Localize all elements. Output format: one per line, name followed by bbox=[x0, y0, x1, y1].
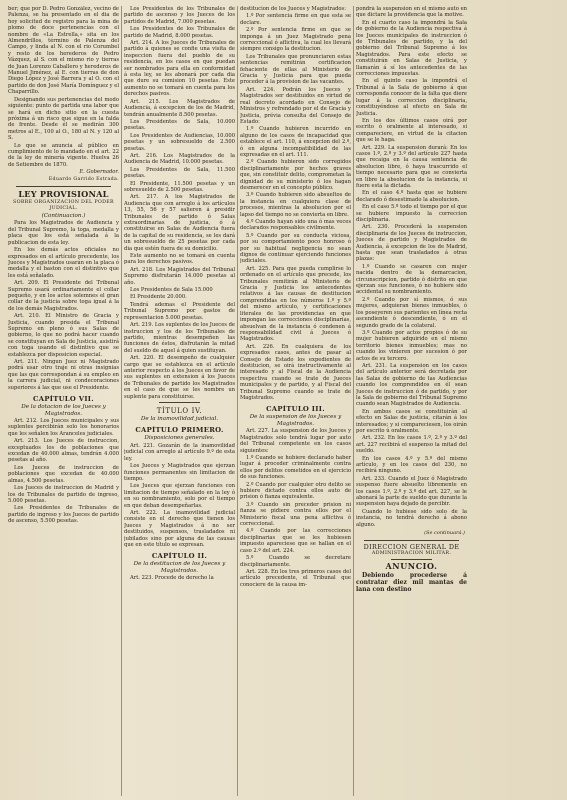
signature-name: Eduardo Garrido Estrada. bbox=[48, 176, 119, 182]
article-209: Art. 209. El Presidente del Tribunal Supremo usará ordinariamente el collar pequeño, y en los actos solemnes el gran collar de la justicia sobre toga igual á la de los demás Magistrados. bbox=[8, 280, 119, 312]
paragraph: En el caso 5.º todo el tiempo por el que se hubiere impuesto la correccion disciplinaria. bbox=[356, 204, 467, 223]
paragraph: 5.º Cuando por su conducta viciosa, por su comportamiento poco honroso ó por su habitual negligencia no sean dignos de continuar ejerciendo funciones judiciales. bbox=[240, 232, 351, 265]
paragraph: En ambos casos se constituirán al efecto en Salas de justicia, citarán á los interesados; y si compareciesen, los oirán por escrito ú oralmente. bbox=[356, 408, 467, 434]
paragraph: En el quinto caso la impondrá el Tribunal á la Sala de gobierno á que corresponda conocer de la falta que diere lugar á la correccion disciplinaria, constituyéndose al efecto en Sala de Justicia. bbox=[356, 78, 467, 117]
column-3 bbox=[240, 6, 354, 796]
paragraph: destitucion de los Jueces y Magistrados: bbox=[240, 6, 346, 12]
paragraph: En el cuarto caso la impondrá la Sala de gobierno de la Audiencia respectiva á los Jueces municipales de instruccion ó de Tribunales de partido, y la del gobierno del Tribunal Supremo á los Magistrados. Para este efecto se constituirán en Salas de Justicia, y llamarán á sí los antecedentes de las correcciones impuestas. bbox=[356, 19, 467, 78]
article-220: Art. 220. El desempeño de cualquier cargo que se establezca en el artículo anterior respecto á los Jueces en favor de sus suplentes en extension á los Jueces de Tribunales de partido los Magistrados en el caso de que se les nombre un suplente para constituirse. bbox=[124, 355, 235, 400]
article-215: Art. 215. Los Magistrados de Audiencia, á excepcion de los de Madrid, tendrán anualmente 8.500 pesetas. bbox=[124, 98, 235, 118]
directorate-subtitle: ADMINISTRACION MILITAR. bbox=[371, 551, 452, 557]
signature-title: E. Gobernador. bbox=[79, 169, 119, 176]
paragraph: Los Jueces de instruccion de Madrid y los de Tribunales de partido de ingreso, 5.000 pesetas. bbox=[8, 485, 119, 504]
column-4 bbox=[356, 6, 469, 796]
announcement-paragraph: Debiendo procederse á contratar diez mil mantas de lana con destino bbox=[356, 572, 467, 594]
paragraph: Los Presidentes de Sala 15.000 bbox=[130, 287, 213, 294]
paragraph: 2.º Cuando por cualquier otro delito se hubiere dictado contra ellos auto de prision ó fianza equivalente. bbox=[240, 481, 351, 501]
directorate-title: DIRECCION GENERAL DE bbox=[363, 542, 460, 551]
paragraph: 2.º Cuando por sí mismos, ó sus mujeres, adquieran bienes inmuebles, ó los poseyeren sus parientes en línea recta ascendiente ó descendiente, ó en el segundo grado de la colateral. bbox=[356, 296, 467, 329]
paragraph: 1.º Cuando hubieren incurrido en alguno de los casos de incapacidad que establece el art. 110, á excepcion del 2.º, ó en alguna incompatibilidad de las expresadas en el art. 111. bbox=[240, 126, 351, 158]
article-228: Art. 228. En los tres primeros casos del artículo precedente, el Tribunal que conociere de la causa im- bbox=[240, 568, 351, 588]
law-subtitle: SOBRE ORGANIZACION DEL PODER JUDICIAL. bbox=[13, 199, 114, 211]
paragraph: 3.º Cuando por actos propios ó de su mujer hubieren adquirido en el mismo territorio bienes inmuebles; mas no cuando los vinieren por sucesion ó por actos de su tercero. bbox=[356, 329, 467, 362]
article-221: Art. 221. Gozarán de la inamovilidad judicial con arreglo al artículo 9.º de esta ley. bbox=[124, 442, 235, 462]
mine-registration-paragraph: ber; que por D. Pedro González, vecino de Palenza, se ha presentado en el dia de hoy solicitud de registro para la mina de plomo de doce pertenencias con el nombre de «La Estrella,» sita en los Almendrillos, término de Palenza del Campo, y linda al N. con el rio Corumbel y resto de los herederos de Pedro Vázquez, al S. con el mismo rio y tierras de Juan Lorenzo Caballero y herederos de Manuel Jiménez, al E. con tierras de don Diego López y José Barrera y al O. con el partido de don José María Domínguez y el Chaparrillo. bbox=[8, 6, 119, 96]
paragraph: Los Jueces y Magistrados que ejerzan funciones permanentes sin limitacion de tiempo. bbox=[124, 463, 235, 482]
paragraph: Los Presidentes de Sala, 11.500 pesetas. bbox=[124, 166, 235, 180]
article-225: Art. 225. Para que pueda cumplirse lo ordenado en el artículo que precede, los Tribunales remitirán al Ministerio de Gracia y Justicia los antecedentes relativos á las causas de destitucion comprendidas en los números 1.º y 5.º del mismo artículo, y certificaciones literales de las providencias en que impongan las correcciones disciplinarias, absuelvan de la instancia ó condenen á responsabilidad civil á Jueces ó Magistrados. bbox=[240, 265, 351, 343]
paragraph: 3.º Cuando sin preceder prision ni fianza se pidiere contra ellos por el Ministerio fiscal una pena aflictiva ó correccional. bbox=[240, 501, 351, 528]
paragraph: En los demás actos oficiales no expresados en el artículo precedente, los Jueces y Magistrados usarán en la placa ó medalla y el baston con el distintivo que les está señalado. bbox=[8, 247, 119, 279]
article-229: Art. 229. La suspension durará: En los casos 1.º, 2.º y 3.º del artículo 227 hasta que recaiga en la causa sentencia de absolucion libre, ó haya trascurrido el tiempo necesario para que se convierta en libre la absolucion de la instancia, si fuere esta la dictada. bbox=[356, 144, 467, 189]
paragraph: En los dos últimos casos oirá por escrito ó oralmente al interesado, si compareciere, en virtud de la citacion que se le haga. bbox=[356, 117, 467, 144]
article-232: Art. 232. En los casos 1.º, 2.º y 3.º del art. 227 recibirá el suspenso la mitad del sueldo. bbox=[356, 435, 467, 455]
paragraph: Para los Magistrados de Audiencia y del Tribunal Supremo, la toga, medalla y placa que los está señalada á la publicacion de esta ley. bbox=[8, 220, 119, 246]
paragraph: 1.º Cuando se hubiere declarado haber lugar á proceder criminalmente contra ellos por delitos cometidos en el ejercicio de sus funciones. bbox=[240, 455, 351, 481]
article-233: Art. 233. Cuando el Juez ó Magistrado suspenso fuere absuelto libremente en los casos 1.º, 2.º y 3.º del art. 227, se le abonará la parte de sueldo que durante la suspension haya dejado de percibir. bbox=[356, 475, 467, 508]
chapter-7-subtitle: De la dotacion de los Jueces y Magistrados. bbox=[21, 404, 106, 417]
article-231: Art. 231. La suspension en los casos del artículo anterior será decretada por las Salas de gobierno de las Audiencias cuando los comprendidos en él sean Jueces de instruccion ó de partido, y por la Sala de gobierno del Tribunal Supremo cuando sean Magistrados de Audiencia. bbox=[356, 362, 467, 408]
designation-paragraph: Designando sus pertenencias del modo siguiente: punto de partida una labor que se hará en dicho sitio en la cuesta próxima á un risco que sigue en la falda de frente. Desde él se medirán 300 metros al E., 100 al O., 180 al N. y 120 al S. bbox=[8, 96, 119, 142]
paragraph: Los Jueces que ejerzan funciones con limitacion de tiempo señalado en la ley ó en su nombramiento, solo por el tiempo en que deban desempeñarlas. bbox=[124, 483, 235, 509]
article-217: Art. 217. A los Magistrados de Audiencia que con arreglo á los artículos 13, 55, 56 y 57 salieren á presidir Tribunales de partido ó Salas extraordinarias de justicia, ó á constituirse en Salas de Audiencia fuera de la capital de su residencia, se les dará un sobresueldo de 25 pesetas por cada dia que estén fuera de su domicilio. bbox=[124, 194, 235, 252]
paragraph: 2.º Por sentencia firme en que se imponga á un Juez Magistrado pena correccional ó aflictiva, la cual les llevará siempre consigo la destitucion. bbox=[240, 27, 351, 53]
paragraph: Los Tribunales que pronunciaren estas sentencias remitirán certificacion fehaciente de ellas al Ministerio de Gracia y Justicia para que pueda proceder á la provision de las vacantes. bbox=[240, 53, 351, 86]
paragraph: Los Presidentes de los Tribunales de partido de ascenso y los Jueces de los partidos de Madrid, 7.000 pesetas. bbox=[124, 6, 235, 25]
article-218: Art. 218. Los Magistrados del Tribunal Supremo disfrutarán 14.000 pesetas al año. bbox=[124, 266, 235, 286]
title-4-heading: TÍTULO IV. bbox=[156, 406, 203, 415]
column-2 bbox=[124, 6, 238, 796]
article-219: Art. 219. Los suplentes de los Jueces de instruccion y los de los Tribunales de partido, mientras desempeñen las funciones de éstos, disfrutarán la mitad del sueldo de aquel á quien sustituyan. bbox=[124, 322, 235, 354]
article-214: Art. 214. A los Jueces de Tribunales de partido á quienes se confie una visita de inspeccion fuera del pueblo de su residencia, en los casos en que puedan ser nombrados para ella en conformidad á esta ley, se les abonará por cada dia que dure su comision 10 pesetas. Este aumento no se tomará en cuenta para los derechos pasivos. bbox=[124, 40, 235, 98]
column-1 bbox=[8, 6, 122, 796]
article-222: Art. 222. La inamovilidad judicial consiste en el derecho que tienen los Jueces y Magistrados á no ser destituidos, suspensos, trasladados ni jubilados sino por alguna de las causas que en este título se expresan. bbox=[124, 510, 235, 549]
continuation-label: (Continuacion.) bbox=[41, 212, 86, 219]
law-title: LEY PROVISIONAL bbox=[18, 188, 109, 199]
divider bbox=[159, 402, 200, 403]
chapter-2-subtitle: De la destitucion de los Jueces y Magistrados. bbox=[133, 561, 226, 574]
chapter-3-heading: CAPÍTULO III. bbox=[266, 405, 325, 414]
paragraph: 5.º Cuando se decretare disciplinariamente. bbox=[240, 555, 351, 568]
divider bbox=[364, 540, 459, 541]
chapter-2-heading: CAPÍTULO II. bbox=[151, 552, 208, 561]
paragraph: El Presidente 20.000. bbox=[130, 294, 187, 301]
paragraph: 3.º Cuando hubieren sido absueltos de la instancia en cualquiera clase de procesos, mientras la absolucion por el lapso del tiempo no se convierta en libre. bbox=[240, 192, 351, 218]
article-230: Art. 230. Procederá la suspension disciplinaria de los Jueces de instruccion, Jueces de partido y Magistrados de Audiencia, á excepcion de los de Madrid, hasta que sean trasladados á otras plazas: bbox=[356, 224, 467, 263]
chapter-3-subtitle: De la suspension de los Jueces y Magistrados. bbox=[249, 414, 342, 427]
public-notice-paragraph: Lo que se anuncia al público en cumplimiento de lo mandado en el art. 22 de la ley de minería vigente. Huelva 26 de Setiembre de 1870. bbox=[8, 142, 119, 168]
paragraph: Este aumento no se tomará en cuenta para los derechos pasivos. bbox=[124, 253, 235, 266]
announcement-heading: ANUNCIO. bbox=[385, 561, 438, 572]
article-227: Art. 227. La suspension de los Jueces y Magistrados solo tendrá lugar por auto del Tribunal competente en los casos siguientes: bbox=[240, 428, 351, 454]
article-213: Art. 213. Los Jueces de instruccion, exceptuados los de poblaciones que excedan de 40.000 almas, tendrán 4.000 pesetas al año. bbox=[8, 438, 119, 464]
paragraph: Los Jueces de instruccion de poblaciones que excedan de 40.000 almas, 4.500 pesetas. bbox=[8, 464, 119, 484]
paragraph: Los Presidentes de Sala, 10.000 pesetas. bbox=[124, 118, 235, 132]
paragraph: Los Presidentes de Audiencias, 10.000 pesetas y un sobresueldo de 2.500 pesetas. bbox=[124, 132, 235, 152]
paragraph: El Presidente, 11.500 pesetas y un sobresueldo de 2.500 pesetas. bbox=[124, 180, 235, 193]
paragraph: 2.º Cuando hubieren sido corregidos disciplinariamente por hechos graves que, sin constituir delito, comprometan la dignidad de su ministerio ó los hagan desmerecer en el concepto público. bbox=[240, 159, 351, 191]
divider bbox=[391, 559, 432, 560]
divider bbox=[16, 186, 111, 187]
title-4-subtitle: De la inamovilidad judicial. bbox=[140, 415, 219, 422]
article-224: Art. 224. Podrán los Jueces y Magistrados ser destituidos en virtud de real decreto acordado en Consejo de Ministros y refrendado por el de Gracia y Justicia, prévia consulta del Consejo de Estado: bbox=[240, 86, 351, 125]
chapter-7-heading: CAPÍTULO VII. bbox=[33, 395, 94, 404]
article-210: Art. 210. El Ministro de Gracia y Justicia, cuando presida el Tribunal Supremo en pleno ó sus Salas de gobierno, lo que no podrá hacer cuando se constituyan en Sala de Justicia, asistirá con toga usando el distintivo que se establezca por disposicion especial. bbox=[8, 313, 119, 358]
to-be-continued-label: (Se continuará.) bbox=[424, 530, 465, 537]
paragraph: pondrá la suspension en el mismo auto en que dictare la providencia que la motive. bbox=[356, 6, 467, 19]
article-212: Art. 212. Los Jueces municipales y sus suplentes percibirán solo los honorarios que les señalen los Aranceles judiciales. bbox=[8, 418, 119, 437]
article-211: Art. 211. Ningun Juez ni Magistrado podrá usar otro traje ni otras insignias que las que correspondan á su empleo en la carrera judicial, ni condecoraciones superiores á las que use el Presidente. bbox=[8, 359, 119, 391]
paragraph: 1.º Por sentencia firme en que esta se declare. bbox=[240, 13, 351, 26]
paragraph: Los Presidentes de Tribunales de partido de ingreso y los Jueces de partido de ascenso, 5.500 pesetas. bbox=[8, 505, 119, 525]
paragraph: Tendrá ademas el Presidente del Tribunal Supremo por gastos de representacion 5.000 pesetas. bbox=[124, 301, 235, 321]
paragraph: En el caso 4.º hasta que se hubiere declarado ó desestimado la absolucion. bbox=[356, 190, 467, 203]
paragraph: En los casos 4.º y 5.º del mismo artículo, y en los casos del 230, no recibirá ninguno. bbox=[356, 455, 467, 475]
paragraph: 4.º Cuando por las correcciones disciplinarias que se les hubiesen impuesto apareciese que se hallan en el caso 2.º del art. 224. bbox=[240, 528, 351, 554]
paragraph: Los Presidentes de los Tribunales de partido de Madrid, 8.000 pesetas. bbox=[124, 26, 235, 39]
article-226: Art. 226. En cualquiera de los expresados casos, antes de pasar al Consejo de Estado los expedientes de destitucion, se oirá instructivamente al interesado y al Fiscal de la Audiencia respectiva cuando se trate de Jueces municipales y de partido, y al Fiscal del Tribunal Supremo cuando se trate de Magistrados. bbox=[240, 343, 351, 401]
article-223: Art. 223. Procede de derecho la bbox=[130, 575, 214, 582]
article-216: Art. 216. Los Magistrados de la Audiencia de Madrid, 10.000 pesetas. bbox=[124, 152, 235, 166]
chapter-1-heading: CAPÍTULO PRIMERO. bbox=[135, 426, 224, 435]
paragraph: 1.º Cuando se casaren con mujer nacida dentro de la demarcacion, circunscripcion, partido ó distrito en que ejerzan sus funciones, ó no hubiere sido accidental su nombramiento. bbox=[356, 263, 467, 296]
chapter-1-subtitle: Disposiciones generales. bbox=[144, 435, 215, 442]
paragraph: 4.º Cuando hayan sido una ó mas veces declarados responsables civilmente. bbox=[240, 219, 351, 232]
paragraph: Cuando lo hubiese sido solo de la instancia, no tendrá derecho á abono alguno. bbox=[356, 508, 467, 528]
